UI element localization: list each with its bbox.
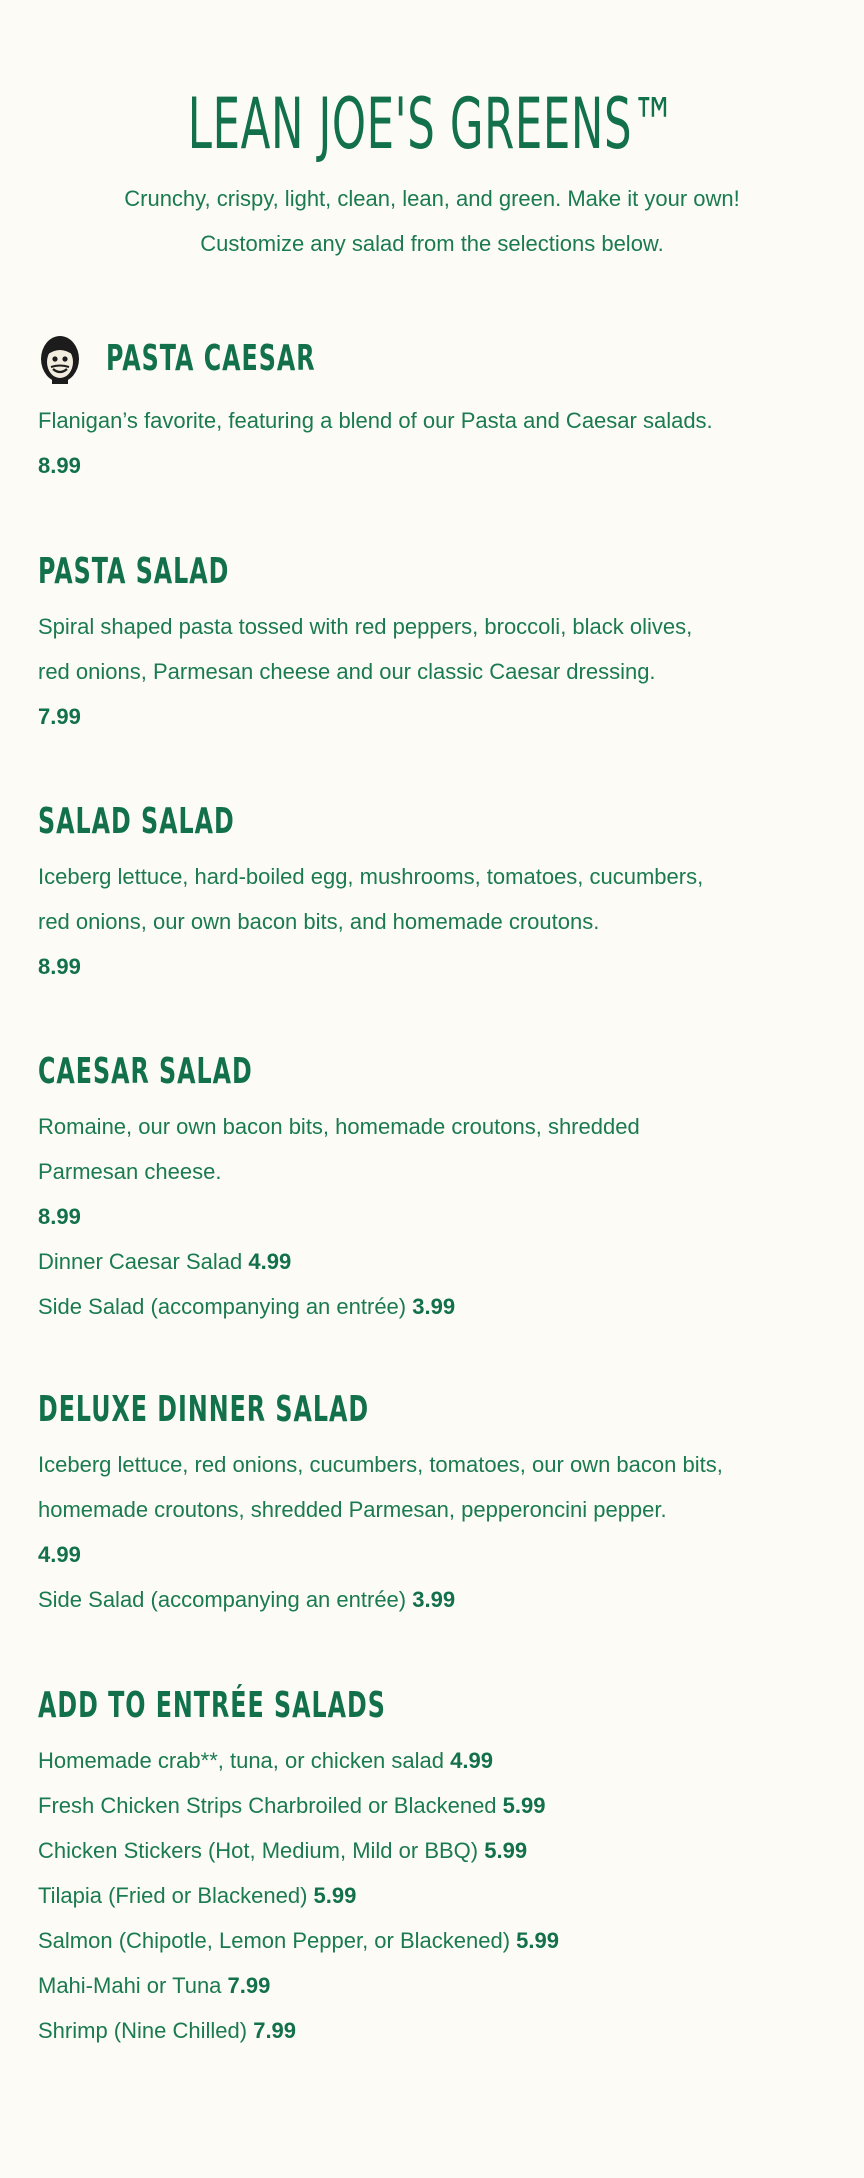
section-price: 8.99: [38, 453, 81, 478]
section-price: 8.99: [38, 954, 81, 979]
section-description: Flanigan’s favorite, featuring a blend of our Pasta and Caesar salads.: [38, 408, 713, 433]
add-on-item: Shrimp (Nine Chilled) 7.99: [38, 2018, 297, 2043]
section-title: PASTA SALAD: [38, 551, 230, 592]
section-description: Spiral shaped pasta tossed with red peppers, broccoli, black olives, red onions, Parmesan cheese and our classic Caesar dressing.: [38, 614, 693, 684]
section-price: 7.99: [38, 704, 81, 729]
section-salad-salad: [38, 800, 826, 989]
add-on-item: Chicken Stickers (Hot, Medium, Mild or BBQ) 5.99: [38, 1838, 528, 1863]
section-title: PASTA CAESAR: [106, 338, 316, 379]
section-price: 8.99: [38, 1204, 81, 1229]
section-title-row: [38, 330, 826, 388]
intro-line-2: Customize any salad from the selections below.: [200, 231, 664, 256]
add-on-item: Salmon (Chipotle, Lemon Pepper, or Blackened) 5.99: [38, 1928, 559, 1953]
add-on-item: Fresh Chicken Strips Charbroiled or Blackened 5.99: [38, 1793, 546, 1818]
add-on-item: Homemade crab**, tuna, or chicken salad 4.99: [38, 1748, 493, 1773]
section-description: Iceberg lettuce, hard-boiled egg, mushrooms, tomatoes, cucumbers, red onions, our own bacon bits, and homemade croutons.: [38, 864, 704, 934]
section-caesar-salad: [38, 1050, 826, 1329]
intro-line-1: Crunchy, crispy, light, clean, lean, and green. Make it your own!: [124, 186, 740, 211]
section-title: SALAD SALAD: [38, 801, 235, 842]
section-title: ADD TO ENTRÉE SALADS: [38, 1685, 386, 1726]
section-add-to-entree-salads: [38, 1684, 826, 2053]
section-pasta-caesar: [38, 330, 826, 488]
intro-text: [38, 176, 826, 266]
section-description: Iceberg lettuce, red onions, cucumbers, tomatoes, our own bacon bits, homemade croutons, shredded Parmesan, pepperoncini pepper.: [38, 1452, 723, 1522]
add-on-item: Mahi-Mahi or Tuna 7.99: [38, 1973, 271, 1998]
add-on-list: [38, 1738, 826, 2053]
add-on-item: Tilapia (Fried or Blackened) 5.99: [38, 1883, 357, 1908]
menu-header: [38, 0, 826, 266]
option-line: Side Salad (accompanying an entrée) 3.99: [38, 1587, 456, 1612]
option-line: Dinner Caesar Salad 4.99: [38, 1249, 292, 1274]
page-title: LEAN JOE'S GREENS™: [187, 83, 677, 165]
option-line: Side Salad (accompanying an entrée) 3.99: [38, 1294, 456, 1319]
section-price: 4.99: [38, 1542, 81, 1567]
section-pasta-salad: [38, 550, 826, 739]
section-deluxe-dinner-salad: [38, 1388, 826, 1622]
section-title: CAESAR SALAD: [38, 1051, 253, 1092]
joe-mascot-icon: [38, 331, 82, 387]
section-title: DELUXE DINNER SALAD: [38, 1389, 370, 1430]
section-description: Romaine, our own bacon bits, homemade croutons, shredded Parmesan cheese.: [38, 1114, 640, 1184]
